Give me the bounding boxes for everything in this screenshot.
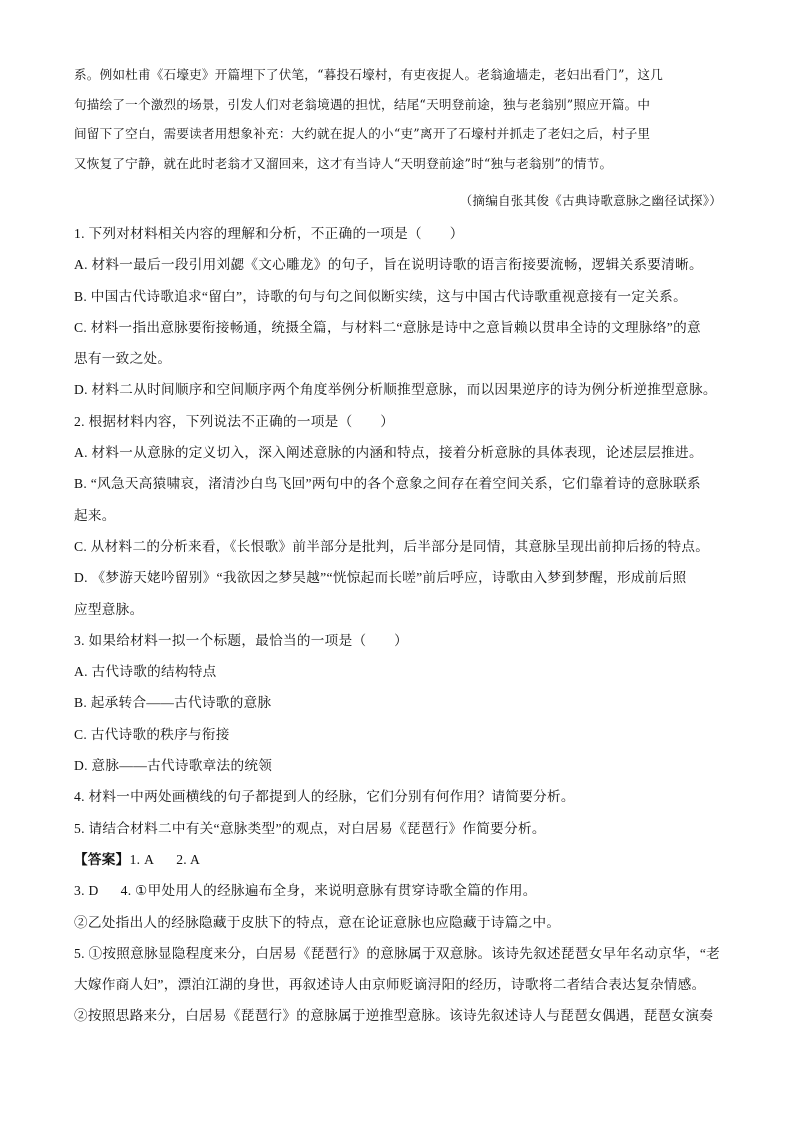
questions-block [74, 218, 722, 1032]
question-1-option-c: C. 材料一指出意脉要衔接畅通，统摄全篇，与材料二“意脉是诗中之意旨赖以贯串全诗的文理脉络”的意 [74, 319, 701, 335]
answer-4-part-1: 4. ①甲处用人的经脉遍布全身，来说明意脉有贯穿诗歌全篇的作用。 [120, 883, 537, 899]
question-2-option-d: D. 《梦游天姥吟留别》“我欲因之梦吴越”“恍惊起而长嗟”前后呼应，诗歌由入梦到梦醒，形成前后照 [74, 570, 687, 586]
question-2-option-b: B. “风急天高猿啸哀，渚清沙白鸟飞回”两句中的各个意象之间存在着空间关系，它们靠着诗的意脉联系 [74, 476, 701, 492]
material-source: （摘编自张其俊《古典诗歌意脉之幽径试探》） [459, 193, 722, 208]
question-3-option-b: B. 起承转合——古代诗歌的意脉 [74, 695, 272, 711]
question-1-option-a: A. 材料一最后一段引用刘勰《文心雕龙》的句子，旨在说明诗歌的语言衔接要流畅，逻辑关系要清晰。 [74, 257, 703, 273]
answer-1: 1. A [129, 851, 155, 867]
answer-5-line: 5. ①按照意脉显隐程度来分，白居易《琵琶行》的意脉属于双意脉。该诗先叙述琵琶女早年名动京华，“老 [74, 945, 721, 961]
material-line: 又恢复了宁静，就在此时老翁才又溜回来，这才有当诗人“天明登前途”时“独与老翁别”的情节。 [74, 155, 613, 171]
answer-3: 3. D [74, 883, 99, 899]
answer-4-part-2: ②乙处指出人的经脉隐藏于皮肤下的特点，意在论证意脉也应隐藏于诗篇之中。 [74, 914, 561, 930]
question-3-option-a: A. 古代诗歌的结构特点 [74, 664, 217, 680]
answer-5-line: 大嫁作商人妇”，漂泊江湖的身世，再叙述诗人由京师贬谪浔阳的经历，诗歌将二者结合表达复杂情感。 [74, 977, 706, 993]
material-line: 间留下了空白，需要读者用想象补充：大约就在捉人的小“吏”离开了石壕村并抓走了老妇之后，村子里 [74, 126, 651, 142]
question-2-option-a: A. 材料一从意脉的定义切入，深入阐述意脉的内涵和特点，接着分析意脉的具体表现，论述层层推进。 [74, 445, 703, 461]
question-1-option-d: D. 材料二从时间顺序和空间顺序两个角度举例分析顺推型意脉，而以因果逆序的诗为例分析逆推型意脉。 [74, 382, 717, 398]
question-4-stem: 4. 材料一中两处画横线的句子都提到人的经脉，它们分别有何作用？请简要分析。 [74, 789, 575, 805]
answer-line-2 [74, 875, 722, 906]
material-line: 系。例如杜甫《石壕吏》开篇埋下了伏笔，“暮投石壕村，有吏夜捉人。老翁逾墙走，老妇出看门”，这几 [74, 67, 663, 82]
question-1-option-b: B. 中国古代诗歌追求“留白”，诗歌的句与句之间似断实续，这与中国古代诗歌重视意接有一定关系。 [74, 288, 687, 304]
question-3-stem: 3. 如果给材料一拟一个标题，最恰当的一项是（ ） [74, 632, 409, 648]
question-1-option-c-cont: 思有一致之处。 [74, 351, 172, 367]
question-3-option-c: C. 古代诗歌的秩序与衔接 [74, 726, 230, 742]
answer-5-line: ②按照思路来分，白居易《琵琶行》的意脉属于逆推型意脉。该诗先叙述诗人与琵琶女偶遇，琵琶女演奏 [74, 1008, 714, 1024]
question-2-option-b-cont: 起来。 [74, 507, 116, 523]
question-5-stem: 5. 请结合材料二中有关“意脉类型”的观点，对白居易《琵琶行》作简要分析。 [74, 820, 546, 836]
answer-2: 2. A [176, 851, 201, 867]
question-2-option-c: C. 从材料二的分析来看，《长恨歌》前半部分是批判，后半部分是同情，其意脉呈现出前抑后扬的特点。 [74, 538, 710, 554]
question-3-option-d: D. 意脉——古代诗歌章法的统领 [74, 758, 273, 774]
question-2-option-d-cont: 应型意脉。 [74, 601, 144, 617]
answer-tag: 【答案】 [74, 851, 130, 867]
question-1-stem: 1. 下列对材料相关内容的理解和分析，不正确的一项是（ ） [74, 226, 464, 241]
question-2-stem: 2. 根据材料内容，下列说法不正确的一项是（ ） [74, 413, 395, 429]
material-paragraph [74, 60, 722, 178]
answer-line-1 [74, 844, 722, 875]
material-line: 句描绘了一个激烈的场景，引发人们对老翁境遇的担忧，结尾“天明登前途，独与老翁别”照应开篇。中 [74, 96, 651, 112]
